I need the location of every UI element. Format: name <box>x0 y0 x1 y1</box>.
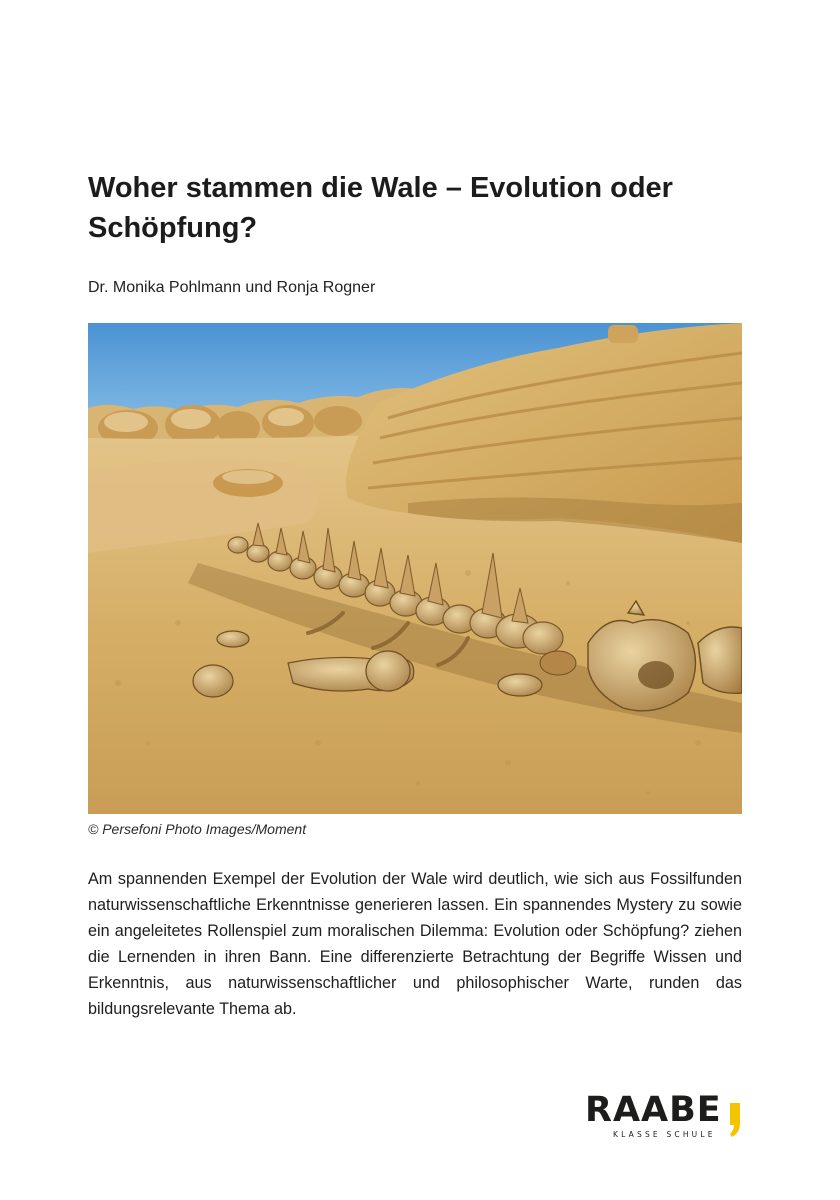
page-title: Woher stammen die Wale – Evolution oder Schöpfung? <box>88 172 673 244</box>
authors: Dr. Monika Pohlmann und Ronja Rogner <box>88 279 376 296</box>
logo-tagline: KLASSE SCHULE <box>613 1130 716 1139</box>
description-text: Am spannenden Exempel der Evolution der Wale wird deutlich, wie sich aus Fossilfunden naturwissenschaftliche Erkenntnisse generieren lassen. Ein spannendes Mystery zu sowie ein angeleitetes Rollenspiel zum moralischen Dilemma: Evolution oder Schöpfung? ziehen die Lernenden in ihren Bann. Eine differenzierte Betrachtung der Begriffe Wissen und Erkenntnis, aus naturwissenschaftlicher und philosophischer Warte, runden das bildungsrelevante Thema ab. <box>88 870 742 1018</box>
raabe-logo <box>585 1092 745 1142</box>
cover-photo <box>88 323 742 814</box>
logo-wordmark: RAABE <box>585 1090 722 1130</box>
whale-fossil-desert-illustration <box>88 323 742 814</box>
image-credit: © Persefoni Photo Images/Moment <box>88 821 307 837</box>
logo-comma-icon <box>729 1103 741 1137</box>
